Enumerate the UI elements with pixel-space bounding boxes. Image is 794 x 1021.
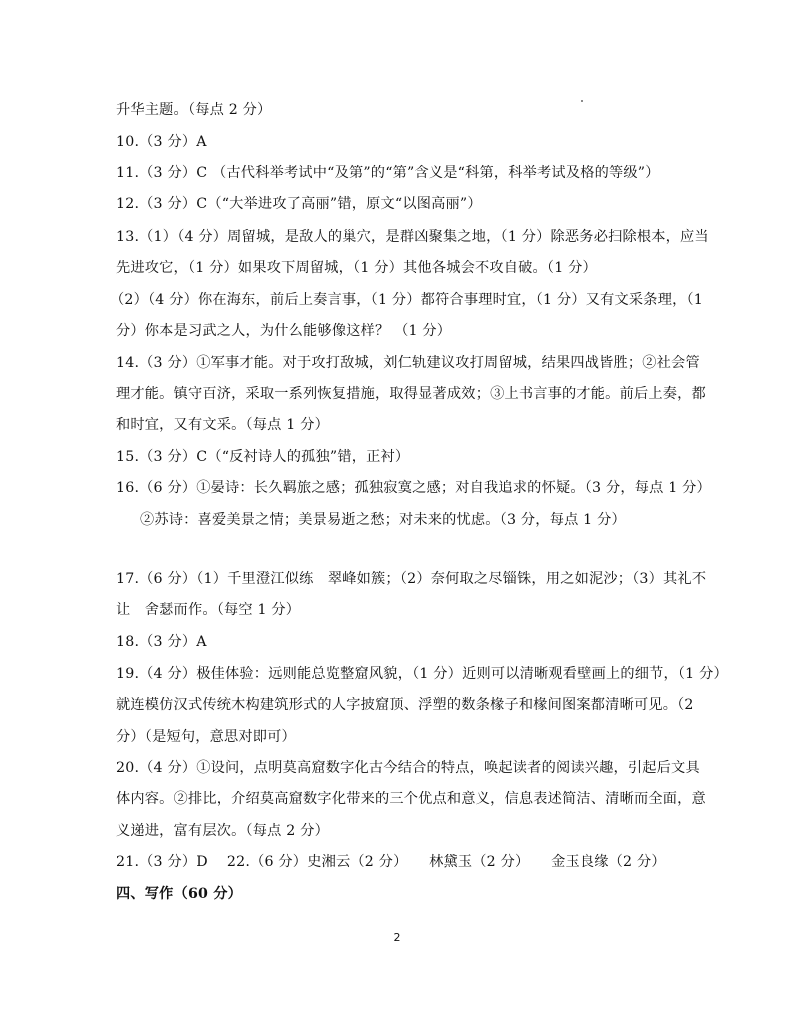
answer-21-22: 21.（3 分）D 22.（6 分）史湘云（2 分） 林黛玉（2 分） 金玉良缘（2 分） bbox=[116, 854, 666, 870]
text-line: 和时宜，又有文采。（每点 1 分） bbox=[116, 417, 329, 433]
answer-13-part1: 13.（1）（4 分）周留城，是敌人的巢穴，是群凶聚集之地，（1 分）除恶务必扫除根本，应当 bbox=[116, 229, 709, 245]
answer-16: 16.（6 分）①晏诗：长久羁旅之感；孤独寂寞之感；对自我追求的怀疑。（3 分，每点 1 分） bbox=[116, 480, 711, 496]
text-line: 分）你本是习武之人，为什么能够像这样？ （1 分） bbox=[116, 323, 452, 339]
answer-11: 11.（3 分）C （古代科举考试中“及第”的“第”含义是“科第，科举考试及格的等级”） bbox=[116, 165, 660, 181]
answer-20: 20.（4 分）①设问，点明莫高窟数字化古今结合的特点，唤起读者的阅读兴趣，引起后文具 bbox=[116, 760, 700, 776]
text-line: 分）（是短句，意思对即可） bbox=[116, 729, 296, 745]
answer-18: 18.（3 分）A bbox=[116, 634, 207, 650]
text-line: 理才能。镇守百济，采取一系列恢复措施，取得显著成效；③上书言事的才能。前后上奏，都 bbox=[116, 386, 706, 402]
answer-19: 19.（4 分）极佳体验：远则能总览整窟风貌，（1 分）近则可以清晰观看壁画上的细节，（1 分） bbox=[116, 666, 728, 682]
answer-10: 10.（3 分）A bbox=[116, 134, 207, 150]
scan-speck bbox=[581, 100, 583, 102]
answer-13-part2: （2）（4 分）你在海东，前后上奏言事，（1 分）都符合事理时宜，（1 分）又有文采条理，（1 bbox=[110, 292, 703, 308]
text-line: 就连模仿汉式传统木构建筑形式的人字披窟顶、浮塑的数条椽子和椽间图案都清晰可见。（2 bbox=[116, 697, 694, 713]
answer-12: 12.（3 分）C（“大举进攻了高丽”错，原文“以图高丽”） bbox=[116, 196, 482, 212]
answer-17: 17.（6 分）（1）千里澄江似练 翠峰如簇；（2）奈何取之尽锱铢，用之如泥沙；（3）其礼不 bbox=[116, 571, 707, 587]
text-line: 升华主题。（每点 2 分） bbox=[116, 102, 272, 118]
answer-14: 14.（3 分）①军事才能。对于攻打敌城，刘仁轨建议攻打周留城，结果四战皆胜；②社会管 bbox=[116, 355, 700, 371]
page-number: 2 bbox=[393, 931, 401, 944]
text-line: 先进攻它，（1 分）如果攻下周留城，（1 分）其他各城会不攻自破。（1 分） bbox=[116, 260, 597, 276]
answer-15: 15.（3 分）C（“反衬诗人的孤独”错，正衬） bbox=[116, 449, 410, 465]
section-heading-writing: 四、写作（60 分） bbox=[116, 886, 242, 902]
text-line: ②苏诗：喜爱美景之情；美景易逝之愁；对未来的忧虑。（3 分，每点 1 分） bbox=[140, 512, 626, 528]
text-line: 体内容。②排比，介绍莫高窟数字化带来的三个优点和意义，信息表述简洁、清晰而全面，意 bbox=[116, 791, 706, 807]
text-line: 让 舍瑟而作。（每空 1 分） bbox=[116, 602, 301, 618]
text-line: 义递进，富有层次。（每点 2 分） bbox=[116, 823, 329, 839]
